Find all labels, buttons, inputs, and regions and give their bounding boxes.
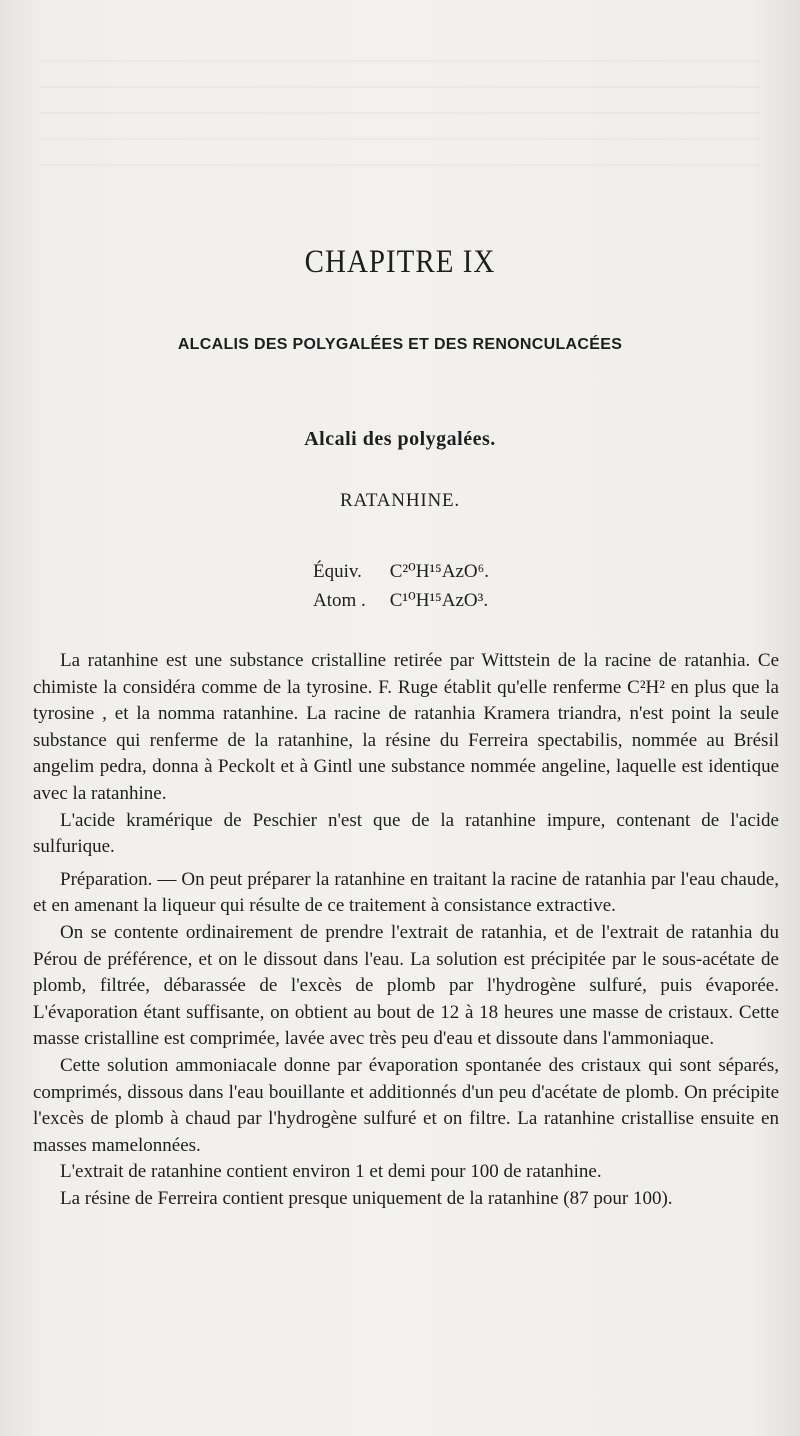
formula-label: Équiv. <box>313 561 362 582</box>
paragraph-preparation: Préparation. — On peut préparer la ratanhine en traitant la racine de ratanhia par l'eau chaude, et en amenant la liqueur qui résulte de ce traitement à consistance extractive. <box>33 868 779 917</box>
formula-value: C¹⁰H¹⁵AzO³. <box>389 590 489 611</box>
subsection-title: Alcali des polygalées. <box>304 428 496 450</box>
formula-value: C²⁰H¹⁵AzO⁶. <box>389 561 490 582</box>
paragraph: L'extrait de ratanhine contient environ 1 et demi pour 100 de ratanhine. <box>60 1161 602 1183</box>
show-through-bleed <box>40 60 760 180</box>
body-text <box>33 648 779 1212</box>
compound-name: RATANHINE. <box>340 490 460 511</box>
formula-equiv <box>313 560 489 583</box>
paragraph: On se contente ordinairement de prendre l'extrait de ratanhia, et de l'extrait de ratanhia du Pérou de préférence, et on le dissout dans l'eau. La solution est précipitée par le sous-acétate de plomb, filtrée, débarassée de l'excès de plomb par l'hydrogène sulfuré, puis évaporée. L'évaporation étant suffisante, on obtient au bout de 12 à 18 heures une masse de cristaux. Cette masse cristalline est comprimée, lavée avec très peu d'eau et dissoute dans l'ammoniaque. <box>33 921 779 1050</box>
section-title: ALCALIS DES POLYGALÉES ET DES RENONCULACÉES <box>177 336 623 353</box>
formula-atom <box>313 589 488 612</box>
paragraph: La résine de Ferreira contient presque uniquement de la ratanhine (87 pour 100). <box>60 1187 673 1209</box>
paragraph: Cette solution ammoniacale donne par évaporation spontanée des cristaux qui sont séparés, comprimés, dissous dans l'eau bouillante et additionnés d'un peu d'acétate de plomb. On précipite l'excès de plomb à chaud par l'hydrogène sulfuré et on filtre. La ratanhine cristallise ensuite en masses mamelonnées. <box>33 1054 779 1156</box>
paragraph: La ratanhine est une substance cristalline retirée par Wittstein de la racine de ratanhia. Ce chimiste la considéra comme de la tyrosine. F. Ruge établit qu'elle renferme C²H² en plus que la tyrosine , et la nomma ratanhine. La racine de ratanhia Kramera triandra, n'est point la seule substance qui renferme de la ratanhine, la résine du Ferreira spectabilis, nommée au Brésil angelim pedra, donna à Peckolt et à Gintl une substance nommée angeline, laquelle est identique avec la ratanhine. <box>33 650 779 804</box>
paragraph: L'acide kramérique de Peschier n'est que de la ratanhine impure, contenant de l'acide sulfurique. <box>33 809 779 858</box>
formula-label: Atom . <box>313 590 366 611</box>
chapter-title: CHAPITRE IX <box>304 244 496 280</box>
